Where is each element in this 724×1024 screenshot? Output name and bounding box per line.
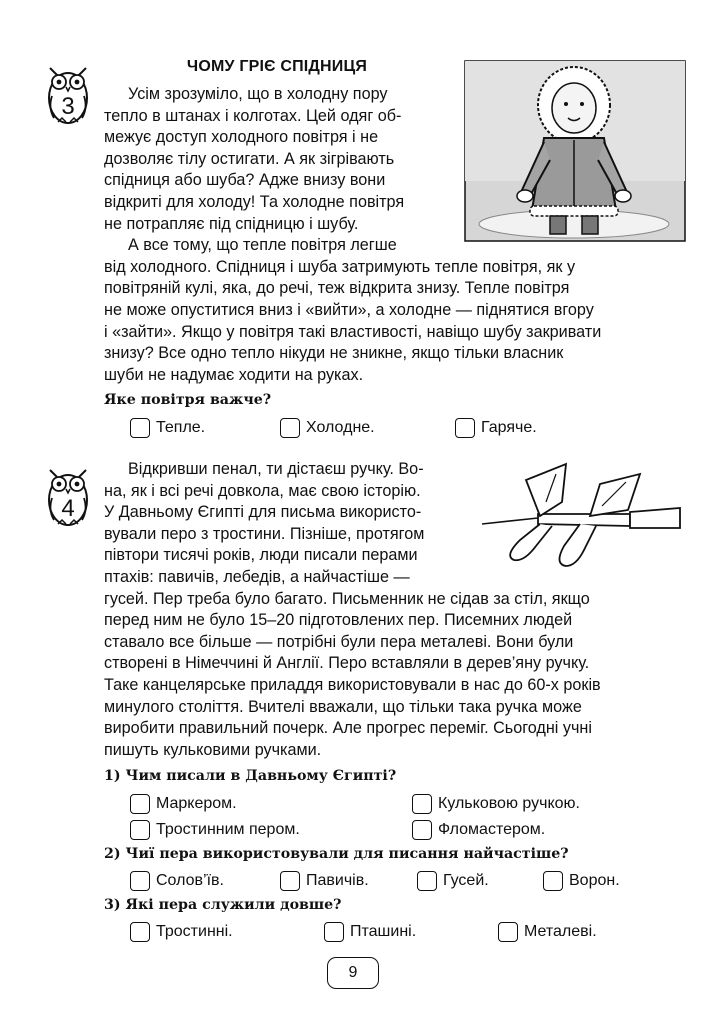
option-bird[interactable]	[324, 922, 416, 942]
checkbox[interactable]	[455, 418, 475, 438]
task4-question-3: 3) Які пера служили довше?	[104, 897, 342, 913]
task-number: 4	[61, 495, 75, 522]
option-crows[interactable]	[543, 871, 620, 891]
option-label: Тепле.	[156, 419, 206, 436]
task4-question-1: 1) Чим писали в Давньому Єгипті?	[104, 768, 397, 784]
option-reed[interactable]	[130, 922, 233, 942]
text-line: А все тому, що тепле повітря легше	[128, 236, 397, 255]
text-line: знизу? Все одно тепло нікуди не зникне, якщо тільки власник	[104, 344, 564, 363]
checkbox[interactable]	[498, 922, 518, 942]
option-label: Солов’їв.	[156, 872, 224, 889]
option-label: Маркером.	[156, 795, 237, 812]
option-reed-pen[interactable]	[130, 820, 300, 840]
option-metal[interactable]	[498, 922, 597, 942]
task-number: 3	[61, 93, 75, 120]
checkbox[interactable]	[417, 871, 437, 891]
text-line: ставало все більше — потрібні були пера металеві. Вони були	[104, 632, 574, 651]
option-label: Тростинні.	[156, 923, 233, 940]
option-cold[interactable]	[280, 418, 375, 438]
text-line: на, як і всі речі довкола, має свою історію.	[104, 481, 421, 500]
text-line: перед ним не було 15–20 підготовлених пер. Писемних людей	[104, 611, 573, 630]
text-line: вували перо з тростини. Пізніше, протягом	[104, 524, 425, 543]
option-label: Ворон.	[569, 872, 620, 889]
text-line: не потрапляє під спідницю і шубу.	[104, 214, 359, 233]
text-line: гусей. Пер треба було багато. Письменник не сідав за стіл, якщо	[104, 589, 590, 608]
owl-number-4-icon	[44, 462, 92, 528]
task3-title: ЧОМУ ГРІЄ СПІДНИЦЯ	[186, 58, 368, 75]
pen-nibs-illustration	[480, 462, 690, 582]
text-line: відкриті для холоду! Та холодне повітря	[104, 193, 405, 211]
option-label: Кульковою ручкою.	[438, 795, 580, 812]
option-peacocks[interactable]	[280, 871, 369, 891]
task4-question-2: 2) Чиї пера використовували для писання найчастіше?	[104, 846, 569, 862]
option-label: Гусей.	[443, 872, 489, 889]
text-line: Усім зрозуміло, що в холодну пору	[128, 85, 388, 103]
text-line: минулого століття. Вчителі вважали, що тільки така ручка може	[104, 697, 582, 716]
text-line: виробити правильний почерк. Але прогрес переміг. Сьогодні учні	[104, 719, 592, 738]
text-line: і «зайти». Якщо у повітря такі властивості, навіщо шубу закривати	[104, 322, 602, 341]
checkbox[interactable]	[130, 418, 150, 438]
text-line: межує доступ холодного повітря і не	[104, 128, 379, 147]
eskimo-fur-coat-illustration	[464, 60, 686, 242]
text-line: Відкривши пенал, ти дістаєш ручку. Во-	[128, 460, 424, 478]
checkbox[interactable]	[543, 871, 563, 891]
checkbox[interactable]	[280, 418, 300, 438]
option-label: Пташині.	[350, 923, 417, 940]
owl-number-3-icon	[44, 60, 92, 126]
checkbox[interactable]	[412, 794, 432, 814]
text-line: дозволяє тілу остигати. А як зігрівають	[104, 149, 395, 168]
checkbox[interactable]	[280, 871, 300, 891]
option-label: Фломастером.	[438, 821, 546, 838]
option-label: Холодне.	[306, 419, 375, 436]
checkbox[interactable]	[412, 820, 432, 840]
text-line: У Давньому Єгипті для письма використо-	[104, 503, 422, 522]
option-geese[interactable]	[417, 871, 489, 891]
page-number: 9	[327, 957, 379, 989]
text-line: птахів: павичів, лебедів, а найчастіше —	[104, 568, 410, 586]
option-felt-pen[interactable]	[412, 820, 545, 840]
text-line: тепло в штанах і колготах. Цей одяг об-	[104, 106, 402, 125]
option-hot[interactable]	[455, 418, 537, 438]
task3-question: Яке повітря важче?	[104, 392, 272, 408]
text-line: півтори тисячі років, люди писали перами	[104, 546, 418, 565]
option-label: Павичів.	[306, 872, 369, 889]
text-line: не може опуститися вниз і «вийти», а холодне — піднятися вгору	[104, 301, 594, 319]
option-warm[interactable]	[130, 418, 205, 438]
text-line: шуби не надумає ходити на руках.	[104, 365, 364, 384]
checkbox[interactable]	[324, 922, 344, 942]
text-line: спідниця або шуба? Адже внизу вони	[104, 171, 386, 190]
text-line: від холодного. Спідниця і шуба затримують тепле повітря, як у	[104, 257, 576, 276]
option-label: Гаряче.	[481, 419, 537, 436]
option-nightingales[interactable]	[130, 871, 224, 891]
option-label: Тростинним пером.	[156, 821, 300, 838]
option-label: Металеві.	[524, 923, 597, 940]
option-marker[interactable]	[130, 794, 237, 814]
checkbox[interactable]	[130, 820, 150, 840]
checkbox[interactable]	[130, 922, 150, 942]
checkbox[interactable]	[130, 794, 150, 814]
text-line: створені в Німеччині й Англії. Перо вставляли в дерев’яну ручку.	[104, 654, 590, 673]
option-ballpoint-pen[interactable]	[412, 794, 580, 814]
text-line: пишуть кульковими ручками.	[104, 740, 322, 759]
text-line: Таке канцелярське приладдя використовували в нас до 60-х років	[104, 676, 601, 694]
text-line: повітряній кулі, яка, до речі, теж відкрита знизу. Тепле повітря	[104, 279, 570, 298]
checkbox[interactable]	[130, 871, 150, 891]
